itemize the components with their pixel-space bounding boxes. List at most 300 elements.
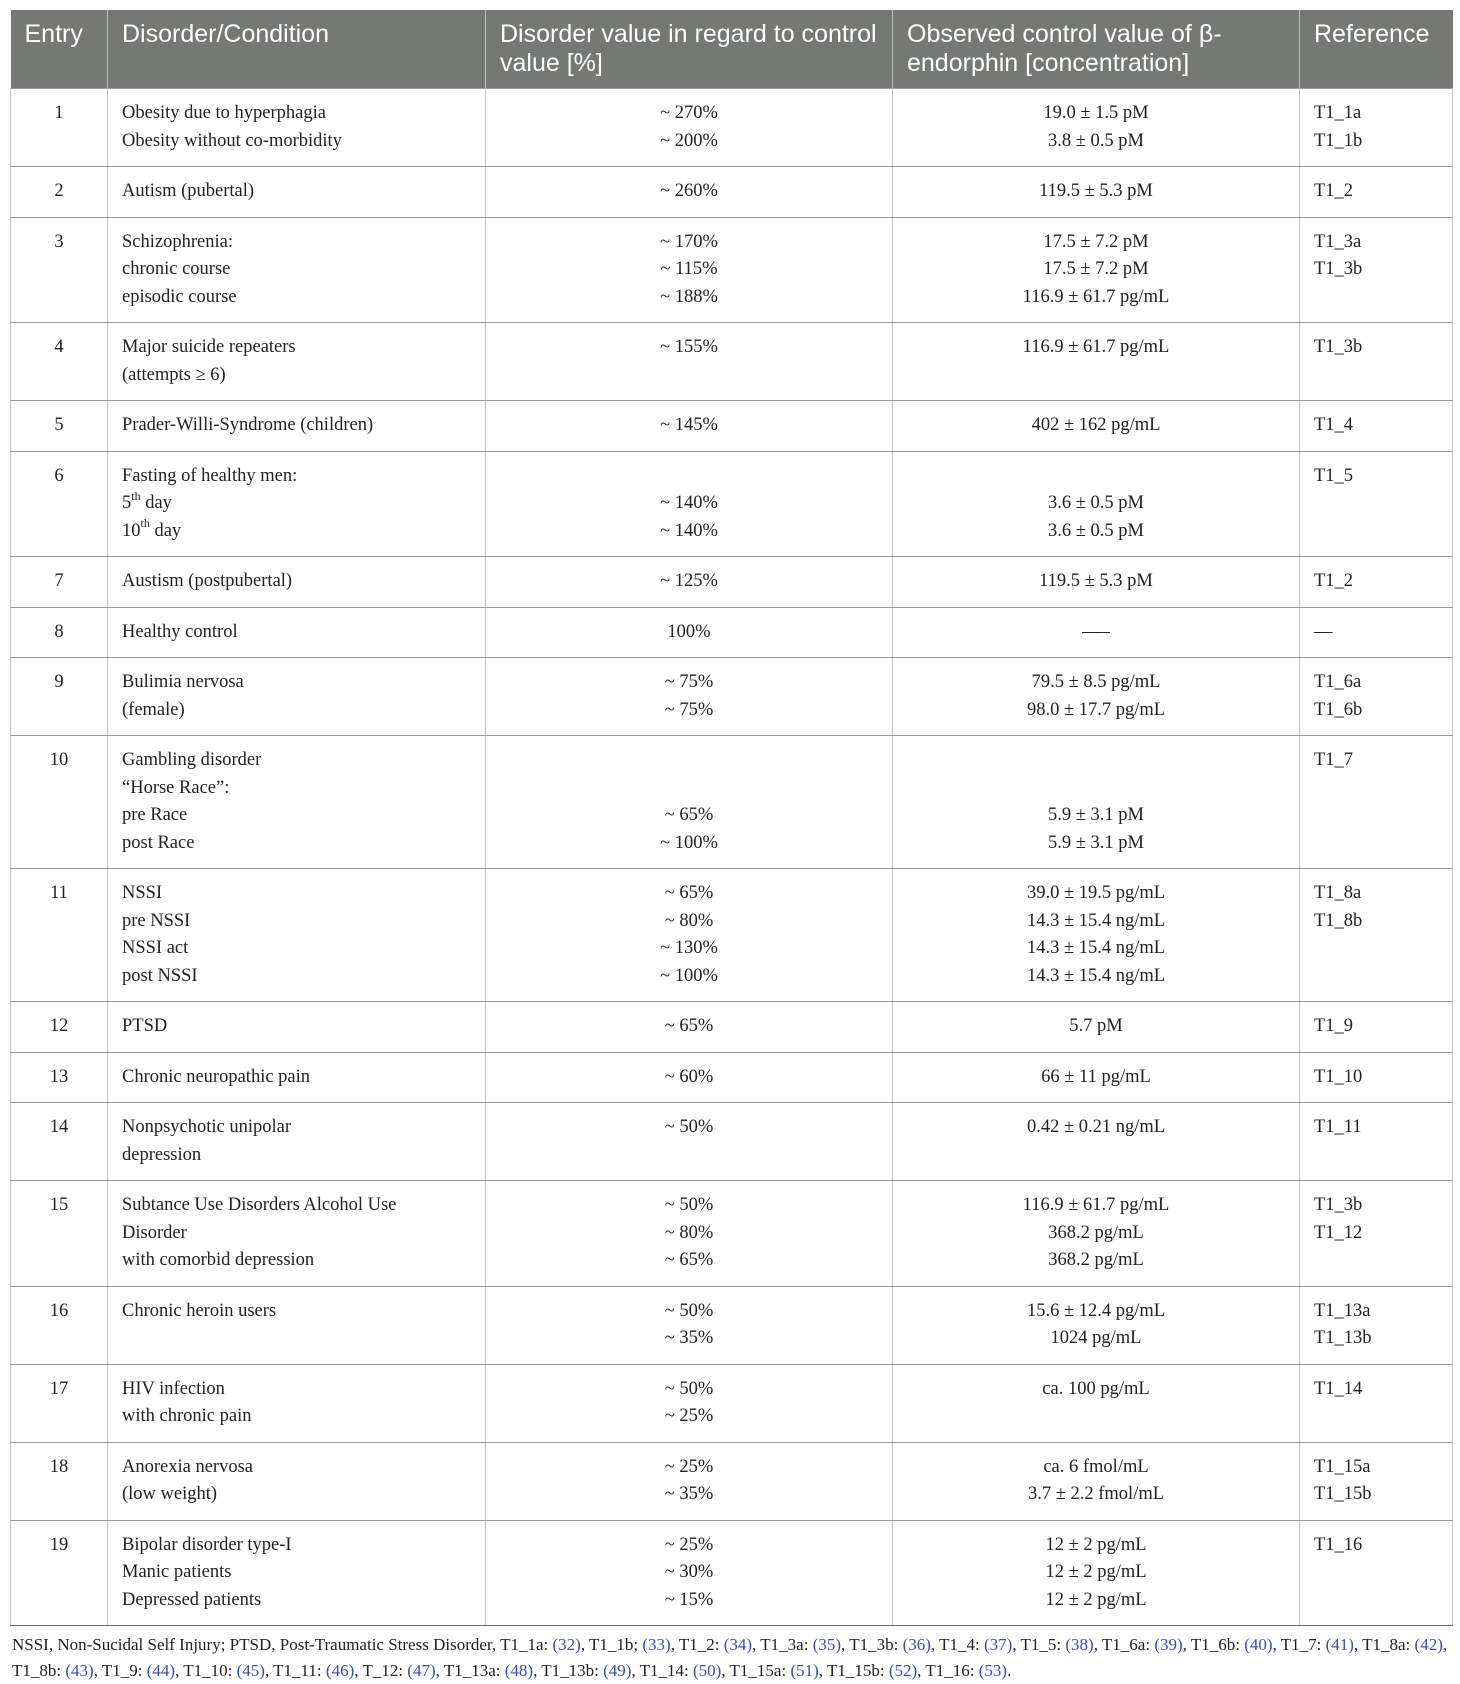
footnote-ref-separator: ,	[175, 1661, 184, 1680]
entry-number: 18	[49, 1456, 69, 1477]
control-value-line: —–	[1082, 621, 1110, 642]
disorder-value-cell	[486, 1520, 893, 1626]
table-row	[11, 1103, 1453, 1181]
reference-cell	[1300, 1286, 1453, 1364]
footnote-ref-key: T1_10:	[183, 1661, 237, 1680]
entry-number: 12	[49, 1016, 69, 1036]
control-value-line: 14.3 ± 15.4 ng/mL	[1026, 938, 1166, 958]
day-suffix: day	[149, 520, 182, 541]
disorder-value-line: ~ 115%	[660, 259, 718, 279]
footnote-ref-link[interactable]: (39)	[1154, 1635, 1183, 1654]
reference-line: T1_8b	[1314, 910, 1363, 931]
disorder-value-line: ~ 15%	[664, 1589, 714, 1610]
footnote-ref-link[interactable]: (48)	[504, 1661, 534, 1680]
control-value-line: 402 ± 162 pg/mL	[1031, 415, 1161, 435]
table-row	[11, 869, 1453, 1002]
disorder-value-cell	[486, 869, 893, 1002]
control-value-line: 19.0 ± 1.5 pM	[1043, 103, 1149, 123]
disorder-value-line: ~ 50%	[664, 1300, 714, 1321]
reference-line: T1_2	[1314, 181, 1354, 201]
condition-cell	[108, 167, 486, 218]
control-value-line: 368.2 pg/mL	[1048, 1222, 1144, 1243]
entry-cell	[11, 1520, 108, 1626]
condition-line: post NSSI	[122, 965, 198, 986]
entry-cell	[11, 167, 108, 218]
entry-cell	[11, 557, 108, 608]
control-value-cell	[893, 323, 1300, 401]
condition-line: Bipolar disorder type-I	[122, 1534, 292, 1555]
condition-cell	[108, 1286, 486, 1364]
control-value-line: 119.5 ± 5.3 pM	[1039, 181, 1153, 201]
control-value-cell	[893, 1181, 1300, 1287]
footnote-ref-key: T1_11:	[273, 1661, 326, 1680]
footnote-ref-key: T1_6b:	[1190, 1635, 1245, 1654]
footnote-ref-separator: ,	[1182, 1635, 1191, 1654]
footnote-ref-key: T1_3b:	[849, 1635, 903, 1654]
reference-line: T1_12	[1314, 1222, 1363, 1243]
footnote-ref-key: T1_16:	[925, 1661, 979, 1680]
control-value-line: 3.7 ± 2.2 fmol/mL	[1027, 1484, 1165, 1504]
condition-cell	[108, 1002, 486, 1053]
footnote-ref-separator: ,	[917, 1661, 926, 1680]
table-row	[11, 1442, 1453, 1520]
footnote-ref-link[interactable]: (41)	[1325, 1635, 1354, 1654]
disorder-value-cell	[486, 1103, 893, 1181]
header-entry: Entry	[11, 10, 108, 89]
control-value-cell	[893, 401, 1300, 452]
condition-line: episodic course	[122, 286, 237, 307]
entry-number: 10	[49, 750, 69, 770]
reference-line: T1_2	[1314, 571, 1354, 591]
table-row	[11, 217, 1453, 323]
disorder-value-line: ~ 170%	[660, 231, 718, 252]
condition-line: Obesity due to hyperphagia	[122, 103, 326, 123]
condition-cell	[108, 658, 486, 736]
footnote-ref-key: T1_1a:	[500, 1635, 553, 1654]
footnote-ref-link[interactable]: (43)	[65, 1661, 94, 1680]
reference-line: T1_7	[1314, 750, 1354, 770]
disorder-value-line: ~ 50%	[664, 1378, 714, 1399]
disorder-value-line: ~ 65%	[664, 1016, 714, 1036]
disorder-value-line: ~ 130%	[660, 938, 718, 958]
control-value-cell	[893, 1364, 1300, 1442]
condition-line: Anorexia nervosa	[122, 1456, 253, 1477]
disorder-value-line: ~ 140%	[660, 520, 718, 541]
condition-cell	[108, 401, 486, 452]
reference-cell	[1300, 1002, 1453, 1053]
table-row	[11, 1181, 1453, 1287]
disorder-value-line: ~ 50%	[664, 1195, 714, 1215]
entry-cell	[11, 607, 108, 658]
control-value-cell	[893, 451, 1300, 557]
footnote-ref-link[interactable]: (34)	[723, 1635, 753, 1654]
footnote-ref-link[interactable]: (42)	[1414, 1635, 1443, 1654]
condition-line: Depressed patients	[122, 1589, 262, 1610]
control-value-line: 119.5 ± 5.3 pM	[1039, 571, 1153, 591]
entry-number: 5	[54, 415, 64, 435]
control-value-line: ca. 6 fmol/mL	[1043, 1456, 1149, 1477]
reference-cell	[1300, 557, 1453, 608]
reference-line: T1_3b	[1314, 1195, 1363, 1215]
entry-number: 6	[54, 465, 64, 486]
footnote-ref-key: T1_9:	[101, 1661, 147, 1680]
condition-cell	[108, 89, 486, 167]
table-row	[11, 1364, 1453, 1442]
disorder-value-line: ~ 125%	[660, 571, 718, 591]
entry-cell	[11, 1364, 108, 1442]
footnote-ref-separator: .	[1007, 1661, 1012, 1680]
header-disorder-value: Disorder value in regard to control value [%]	[486, 10, 893, 89]
header-condition: Disorder/Condition	[108, 10, 486, 89]
condition-line: (attempts ≥ 6)	[122, 364, 226, 385]
reference-cell	[1300, 869, 1453, 1002]
disorder-value-line: ~ 75%	[664, 699, 714, 720]
control-value-line: 368.2 pg/mL	[1048, 1250, 1144, 1270]
table-row	[11, 401, 1453, 452]
table-header	[11, 10, 1453, 89]
footnote-ref-separator: ,	[1012, 1635, 1021, 1654]
reference-line: T1_8a	[1314, 883, 1362, 903]
control-value-line: 116.9 ± 61.7 pg/mL	[1022, 286, 1170, 307]
footnote-ref-separator: ,	[631, 1661, 640, 1680]
entry-number: 1	[54, 103, 64, 123]
entry-cell	[11, 658, 108, 736]
reference-line: T1_3b	[1314, 337, 1363, 357]
disorder-value-cell	[486, 658, 893, 736]
disorder-value-cell	[486, 451, 893, 557]
entry-cell	[11, 1181, 108, 1287]
disorder-value-line: ~ 25%	[664, 1456, 714, 1477]
reference-cell	[1300, 1181, 1453, 1287]
table-row	[11, 736, 1453, 869]
entry-number: 2	[54, 181, 64, 201]
condition-line: Chronic neuropathic pain	[122, 1066, 311, 1087]
footnote-ref-link[interactable]: (52)	[888, 1661, 918, 1680]
entry-number: 19	[49, 1534, 69, 1555]
control-value-cell	[893, 1442, 1300, 1520]
table-container	[10, 10, 1452, 1684]
entry-cell	[11, 869, 108, 1002]
disorder-value-line	[500, 775, 878, 803]
entry-number: 4	[54, 337, 64, 357]
control-value-line: 39.0 ± 19.5 pg/mL	[1026, 883, 1166, 903]
footnote-ref-link[interactable]: (45)	[236, 1661, 265, 1680]
reference-line: T1_11	[1314, 1117, 1362, 1137]
day-number: 5	[122, 493, 132, 513]
disorder-value-line: ~ 80%	[664, 1222, 714, 1243]
control-value-line: ca. 100 pg/mL	[1042, 1378, 1150, 1399]
disorder-value-line: ~ 75%	[664, 672, 714, 692]
disorder-value-cell	[486, 1052, 893, 1103]
header-row	[11, 10, 1453, 89]
control-value-line: 5.9 ± 3.1 pM	[1048, 832, 1144, 853]
disorder-value-line: ~ 270%	[660, 103, 718, 123]
condition-line: pre Race	[122, 805, 188, 825]
reference-line: T1_1b	[1314, 130, 1363, 151]
disorder-value-cell	[486, 1002, 893, 1053]
condition-line: Subtance Use Disorders Alcohol Use	[122, 1195, 397, 1215]
footnote-ref-link[interactable]: (47)	[407, 1661, 436, 1680]
reference-line: T1_3b	[1314, 259, 1363, 279]
table-row	[11, 658, 1453, 736]
disorder-value-line: ~ 25%	[664, 1406, 714, 1426]
entry-cell	[11, 736, 108, 869]
footnote-ref-link[interactable]: (50)	[693, 1661, 722, 1680]
reference-line: T1_1a	[1314, 103, 1362, 123]
reference-cell	[1300, 1520, 1453, 1626]
control-value-cell	[893, 217, 1300, 323]
condition-cell	[108, 607, 486, 658]
footnote-abbreviations: NSSI, Non-Sucidal Self Injury; PTSD, Post-Traumatic Stress Disorder,	[12, 1635, 501, 1654]
condition-line: NSSI act	[122, 938, 189, 958]
condition-line: “Horse Race”:	[122, 777, 230, 798]
disorder-value-cell	[486, 557, 893, 608]
footnote-ref-link[interactable]: (51)	[790, 1661, 819, 1680]
entry-number: 7	[54, 571, 64, 591]
disorder-value-line: ~ 25%	[664, 1534, 714, 1555]
footnote-ref-separator: ,	[1093, 1635, 1102, 1654]
condition-cell	[108, 736, 486, 869]
footnote-ref-separator: ,	[1353, 1635, 1363, 1654]
condition-cell	[108, 557, 486, 608]
footnote-ref-separator: ,	[841, 1635, 850, 1654]
footnote-ref-separator: ,	[670, 1635, 679, 1654]
control-value-line: 12 ± 2 pg/mL	[1045, 1589, 1147, 1610]
disorder-value-line: ~ 50%	[664, 1117, 714, 1137]
day-number: 10	[122, 520, 141, 541]
disorder-value-line: ~ 65%	[664, 1250, 714, 1270]
control-value-cell	[893, 557, 1300, 608]
disorder-value-cell	[486, 1286, 893, 1364]
entry-number: 15	[49, 1195, 69, 1215]
control-value-line: 15.6 ± 12.4 pg/mL	[1026, 1300, 1166, 1321]
footnote-ref-separator: ,	[93, 1661, 102, 1680]
entry-cell	[11, 323, 108, 401]
condition-line: (female)	[122, 699, 185, 720]
control-value-line: 3.8 ± 0.5 pM	[1048, 130, 1144, 151]
disorder-value-cell	[486, 401, 893, 452]
footnote-ref-key: T1_13b:	[541, 1661, 604, 1680]
condition-line: Manic patients	[122, 1562, 232, 1582]
reference-cell	[1300, 607, 1453, 658]
disorder-value-line: ~ 155%	[660, 337, 718, 357]
reference-line: T1_9	[1314, 1016, 1354, 1036]
condition-line: Austism (postpubertal)	[122, 571, 293, 591]
reference-cell	[1300, 736, 1453, 869]
disorder-value-line	[500, 747, 878, 775]
footnote-ref-separator: ,	[930, 1635, 940, 1654]
control-value-line	[907, 747, 1285, 775]
condition-line: pre NSSI	[122, 910, 191, 931]
reference-cell	[1300, 1364, 1453, 1442]
disorder-value-cell	[486, 323, 893, 401]
control-value-line: 98.0 ± 17.7 pg/mL	[1026, 699, 1166, 720]
control-value-line	[907, 463, 1285, 491]
disorder-value-line: ~ 60%	[664, 1066, 714, 1087]
entry-cell	[11, 1442, 108, 1520]
table-row	[11, 1002, 1453, 1053]
footnote-ref-separator: ,	[721, 1661, 730, 1680]
disorder-value-line: ~ 140%	[660, 493, 718, 513]
reference-cell	[1300, 1103, 1453, 1181]
disorder-value-line	[500, 463, 878, 491]
reference-cell	[1300, 167, 1453, 218]
reference-line: T1_4	[1314, 415, 1354, 435]
reference-line: T1_15a	[1314, 1456, 1371, 1477]
entry-number: 14	[49, 1117, 69, 1137]
control-value-line	[907, 775, 1285, 803]
condition-line: with chronic pain	[122, 1406, 252, 1426]
condition-cell	[108, 451, 486, 557]
entry-cell	[11, 1002, 108, 1053]
control-value-line: 5.7 pM	[1069, 1016, 1123, 1036]
disorder-value-cell	[486, 607, 893, 658]
control-value-line: 12 ± 2 pg/mL	[1045, 1534, 1147, 1555]
reference-line: T1_14	[1314, 1378, 1363, 1399]
table-row	[11, 451, 1453, 557]
control-value-cell	[893, 1002, 1300, 1053]
condition-line: Gambling disorder	[122, 750, 262, 770]
condition-line: Obesity without co-morbidity	[122, 130, 342, 151]
reference-line: T1_15b	[1314, 1484, 1372, 1504]
condition-cell	[108, 1103, 486, 1181]
table-row	[11, 557, 1453, 608]
reference-line: —	[1314, 621, 1333, 642]
footnote-ref-link[interactable]: (35)	[812, 1635, 842, 1654]
entry-number: 9	[54, 672, 64, 692]
table-row	[11, 89, 1453, 167]
condition-line: Nonpsychotic unipolar	[122, 1117, 292, 1137]
reference-cell	[1300, 217, 1453, 323]
footnote-ref-key: T1_14:	[639, 1661, 694, 1680]
condition-line: Disorder	[122, 1222, 187, 1243]
disorder-value-line: ~ 65%	[664, 883, 714, 903]
disorder-value-line: ~ 200%	[660, 130, 718, 151]
entry-cell	[11, 401, 108, 452]
footnote-ref-link[interactable]: (32)	[552, 1635, 581, 1654]
control-value-line: 17.5 ± 7.2 pM	[1043, 259, 1149, 279]
footnote-ref-key: T_12:	[362, 1661, 408, 1680]
disorder-value-cell	[486, 1364, 893, 1442]
footnote-ref-key: T1_1b;	[589, 1635, 643, 1654]
condition-line: Autism (pubertal)	[122, 181, 255, 201]
disorder-value-line: ~ 35%	[664, 1484, 714, 1504]
disorder-value-line: ~ 100%	[660, 965, 718, 986]
control-value-cell	[893, 658, 1300, 736]
disorder-value-cell	[486, 217, 893, 323]
control-value-line: 116.9 ± 61.7 pg/mL	[1022, 1195, 1170, 1215]
condition-line: (low weight)	[122, 1484, 218, 1504]
footnote-ref-link[interactable]: (33)	[642, 1635, 671, 1654]
footnote-ref-link[interactable]: (53)	[978, 1661, 1008, 1680]
condition-line: Prader-Willi-Syndrome (children)	[122, 415, 374, 435]
footnote-ref-key: T1_4:	[939, 1635, 984, 1654]
reference-line: T1_5	[1314, 465, 1354, 486]
condition-line: HIV infection	[122, 1378, 225, 1399]
footnote-ref-key: T1_6a:	[1101, 1635, 1155, 1654]
disorder-value-line: 100%	[667, 621, 711, 642]
control-value-cell	[893, 1103, 1300, 1181]
table-row	[11, 167, 1453, 218]
disorder-value-line: ~ 260%	[660, 181, 718, 201]
condition-line: Chronic heroin users	[122, 1300, 277, 1321]
entry-number: 8	[54, 621, 64, 642]
disorder-value-cell	[486, 167, 893, 218]
table-row	[11, 607, 1453, 658]
table-row	[11, 1286, 1453, 1364]
footnote-ref-link[interactable]: (40)	[1244, 1635, 1273, 1654]
entry-number: 17	[49, 1378, 69, 1399]
disorder-value-line: ~ 35%	[664, 1328, 714, 1348]
condition-cell	[108, 1181, 486, 1287]
footnote-ref-separator: ,	[1272, 1635, 1281, 1654]
footnote-ref-link[interactable]: (44)	[146, 1661, 176, 1680]
reference-cell	[1300, 323, 1453, 401]
day-ordinal: th	[131, 488, 141, 503]
condition-line: post Race	[122, 832, 195, 853]
reference-cell	[1300, 1442, 1453, 1520]
entry-cell	[11, 451, 108, 557]
footnote-ref-key: T1_15a:	[729, 1661, 791, 1680]
footnote-ref-separator: ,	[264, 1661, 274, 1680]
disorder-value-line: ~ 100%	[660, 832, 718, 853]
reference-cell	[1300, 89, 1453, 167]
control-value-line: 3.6 ± 0.5 pM	[1048, 493, 1144, 513]
condition-day-line	[122, 490, 471, 518]
entry-cell	[11, 217, 108, 323]
condition-line: Schizophrenia:	[122, 231, 233, 252]
disorder-value-line: ~ 65%	[664, 805, 714, 825]
control-value-line: 116.9 ± 61.7 pg/mL	[1022, 337, 1170, 357]
footnote-ref-key: T1_8b:	[12, 1661, 66, 1680]
footnote-ref-separator: ,	[752, 1635, 761, 1654]
reference-cell	[1300, 1052, 1453, 1103]
condition-cell	[108, 1442, 486, 1520]
control-value-line: 5.9 ± 3.1 pM	[1048, 805, 1144, 825]
entry-number: 11	[50, 883, 68, 903]
condition-line: depression	[122, 1144, 202, 1165]
footnote-ref-key: T1_8a:	[1362, 1635, 1415, 1654]
footnote-ref-link[interactable]: (46)	[325, 1661, 355, 1680]
footnote-ref-link[interactable]: (37)	[983, 1635, 1013, 1654]
footnote-ref-link[interactable]: (49)	[603, 1661, 632, 1680]
control-value-line: 14.3 ± 15.4 ng/mL	[1026, 965, 1166, 986]
reference-line: T1_16	[1314, 1534, 1363, 1555]
footnote-ref-key: T1_5:	[1020, 1635, 1066, 1654]
control-value-line: 79.5 ± 8.5 pg/mL	[1031, 672, 1161, 692]
entry-number: 3	[54, 231, 64, 252]
footnote-ref-link[interactable]: (36)	[902, 1635, 931, 1654]
footnote-ref-key: T1_15b:	[826, 1661, 889, 1680]
table-row	[11, 1520, 1453, 1626]
control-value-line: 14.3 ± 15.4 ng/mL	[1026, 910, 1166, 931]
reference-line: T1_6b	[1314, 699, 1363, 720]
condition-cell	[108, 323, 486, 401]
disorder-value-cell	[486, 1442, 893, 1520]
control-value-cell	[893, 1286, 1300, 1364]
control-value-cell	[893, 607, 1300, 658]
footnote-ref-separator: ,	[435, 1661, 444, 1680]
condition-cell	[108, 217, 486, 323]
disorder-value-line: ~ 145%	[660, 415, 718, 435]
footnote-ref-key: T1_7:	[1280, 1635, 1326, 1654]
reference-line: T1_6a	[1314, 672, 1362, 692]
footnote-ref-link[interactable]: (38)	[1065, 1635, 1094, 1654]
condition-line: PTSD	[122, 1016, 168, 1036]
condition-line: with comorbid depression	[122, 1250, 315, 1270]
beta-endorphin-table	[10, 10, 1453, 1626]
control-value-line: 0.42 ± 0.21 ng/mL	[1026, 1117, 1166, 1137]
